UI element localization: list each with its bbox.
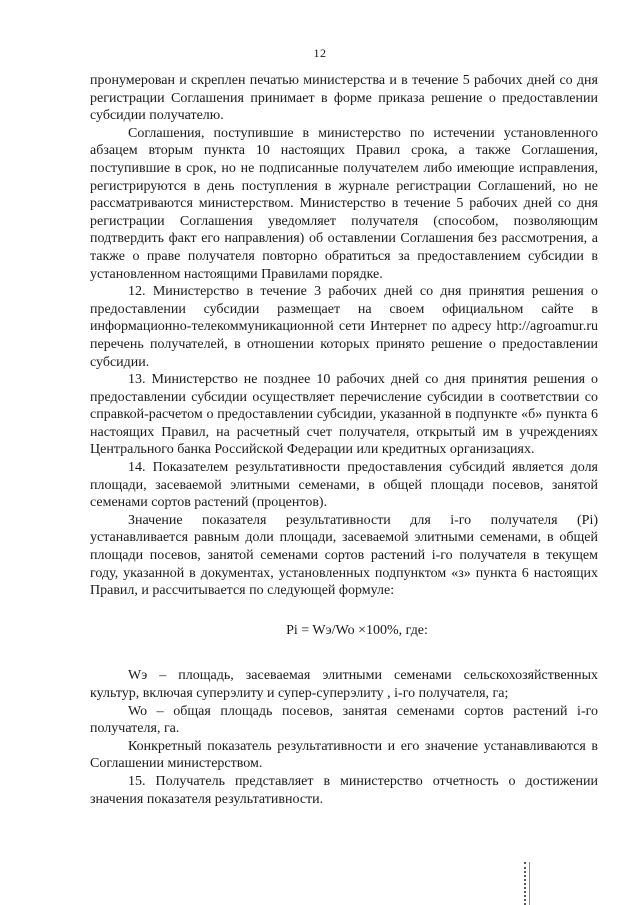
document-body bbox=[90, 72, 598, 808]
paragraph-continuation: пронумерован и скреплен печатью министерства и в течение 5 рабочих дней со дня регистрации Соглашения принимает в форме приказа решение о предоставлении субсидии получателю. bbox=[90, 73, 598, 124]
page-number: 12 bbox=[313, 46, 327, 60]
paragraph-indicator-value: Значение показателя результативности для i-го получателя (Pi) устанавливается равным доли площади, засеваемой элитными семенами, в общей площади посевов, занятой семенами сортов растений i-го получателя в текущем году, указанной в документах, установленных подпунктом «з» пункта 6 настоящих Правил, и рассчитывается по следующей формуле: bbox=[90, 512, 598, 599]
scan-edge-mark bbox=[524, 862, 530, 905]
definition-wo: Wo – общая площадь посевов, занятая семенами сортов растений i-го получателя, га. bbox=[90, 703, 598, 737]
paragraph-12: 12. Министерство в течение 3 рабочих дней со дня принятия решения о предоставлении субсидии размещает на своем официальном сайте в информационно-телекоммуникационной сети Интернет по адресу http://agroamur.ru перечень получателей, в отношении которых принято решение о предоставлении субсидии. bbox=[90, 284, 598, 370]
paragraph-14: 14. Показателем результативности предоставления субсидий является доля площади, засеваемой элитными семенами, в общей площади посевов, занятой семенами сортов растений (процентов). bbox=[90, 460, 598, 511]
formula: Pi = Wэ/Wo ×100%, где: bbox=[286, 622, 428, 638]
paragraph-13: 13. Министерство не позднее 10 рабочих дней со дня принятия решения о предоставлении субсидии осуществляет перечисление субсидии в соответствии со справкой-расчетом о предоставлении субсидии, указанной в подпункте «б» пункта 6 настоящих Правил, на расчетный счет получателя, открытый им в учреждениях Центрального банка Российской Федерации или кредитных организациях. bbox=[90, 372, 598, 458]
paragraph-specific-indicator: Конкретный показатель результативности и его значение устанавливаются в Соглашении министерством. bbox=[90, 738, 598, 772]
definition-we: Wэ – площадь, засеваемая элитными семенами сельскохозяйственных культур, включая суперэлиту и супер-суперэлиту , i-го получателя, га; bbox=[90, 668, 598, 701]
paragraph-15: 15. Получатель представляет в министерство отчетность о достижении значения показателя результативности. bbox=[90, 773, 598, 807]
paragraph-late-agreements: Соглашения, поступившие в министерство по истечении установленного абзацем вторым пункта 10 настоящих Правил срока, а также Соглашения, поступившие в срок, но не подписанные получателем либо имеющие исправления, регистрируются в день поступления в журнале регистрации Соглашений, но не рассматриваются министерством. Министерство в течение 5 рабочих дней со дня регистрации Соглашения уведомляет получателя (способом, позволяющим подтвердить факт его направления) об оставлении Соглашения без рассмотрения, а также о праве получателя повторно обратиться за предоставлением субсидии в установленном настоящими Правилами порядке. bbox=[90, 125, 598, 282]
